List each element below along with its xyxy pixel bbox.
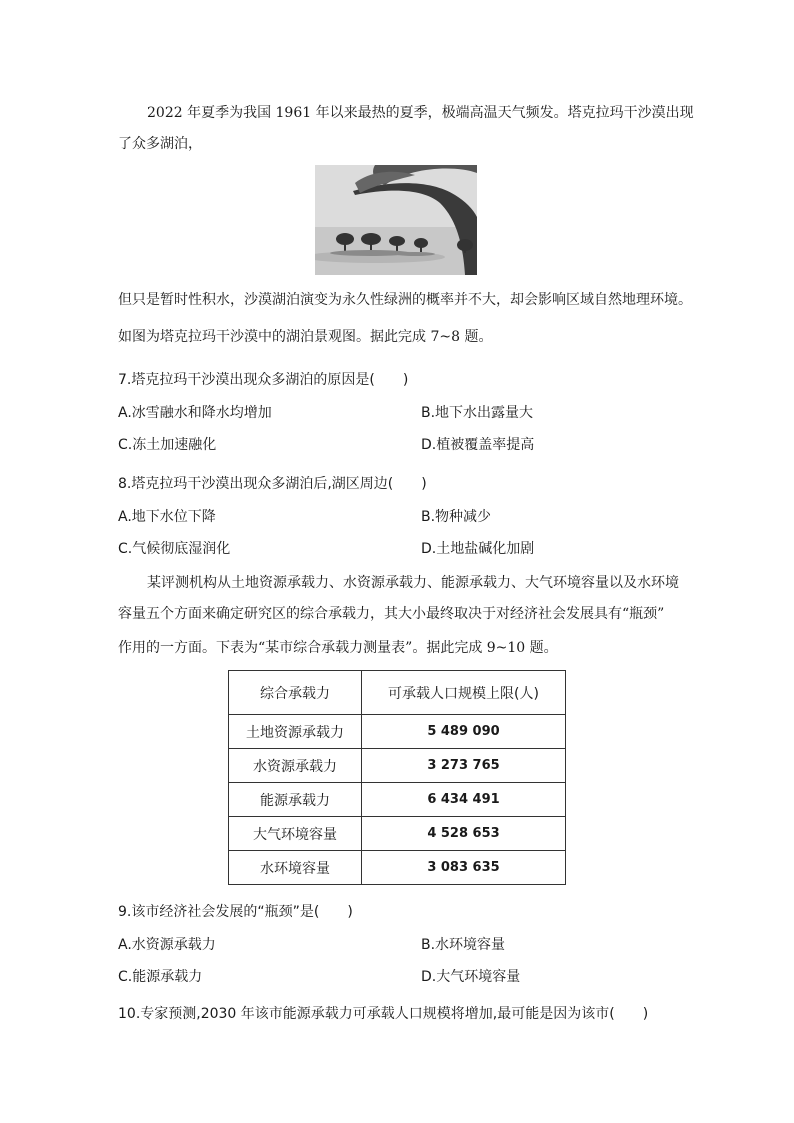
- q9-option-c: C.能源承载力: [118, 969, 203, 985]
- q8-option-d: D.土地盐碱化加剧: [421, 541, 535, 557]
- capacity-table: [228, 670, 566, 885]
- lake-landscape-image: [315, 165, 477, 275]
- q9-option-d: D.大气环境容量: [421, 969, 521, 985]
- table-cell-category: 土地资源承载力: [229, 715, 362, 749]
- q9-option-a: A.水资源承载力: [118, 937, 216, 953]
- table-row: [229, 817, 566, 851]
- table-row: [229, 715, 566, 749]
- q7-option-d: D.植被覆盖率提高: [421, 437, 535, 453]
- question-10-stem: 10.专家预测,2030 年该市能源承载力可承载人口规模将增加,最可能是因为该市( ): [118, 1006, 649, 1022]
- intro2-line3: 作用的一方面。下表为“某市综合承载力测量表”。据此完成 9~10 题。: [118, 640, 558, 656]
- intro1-line4: 如图为塔克拉玛干沙漠中的湖泊景观图。据此完成 7~8 题。: [118, 329, 493, 345]
- table-header-row: [229, 671, 566, 715]
- table-cell-value: 4 528 653: [362, 817, 566, 851]
- q7-option-a: A.冰雪融水和降水均增加: [118, 405, 272, 421]
- table-cell-category: 能源承载力: [229, 783, 362, 817]
- table-row: [229, 749, 566, 783]
- intro1-line3: 但只是暂时性积水，沙漠湖泊演变为永久性绿洲的概率并不大，却会影响区域自然地理环境。: [118, 292, 692, 308]
- question-8-stem: 8.塔克拉玛干沙漠出现众多湖泊后,湖区周边( ): [118, 476, 427, 492]
- table-header-cell: 综合承载力: [229, 671, 362, 715]
- intro2-line2: 容量五个方面来确定研究区的综合承载力，其大小最终取决于对经济社会发展具有“瓶颈”: [118, 606, 665, 622]
- intro1-line2: 了众多湖泊，: [118, 136, 202, 152]
- q7-option-c: C.冻土加速融化: [118, 437, 217, 453]
- intro2-line1: 某评测机构从土地资源承载力、水资源承载力、能源承载力、大气环境容量以及水环境: [147, 575, 679, 591]
- question-9-stem: 9.该市经济社会发展的“瓶颈”是( ): [118, 904, 353, 920]
- q8-option-c: C.气候彻底湿润化: [118, 541, 231, 557]
- table-cell-category: 大气环境容量: [229, 817, 362, 851]
- table-cell-value: 3 083 635: [362, 851, 566, 885]
- desert-lake-photo: [315, 165, 477, 275]
- intro1-line1: 2022 年夏季为我国 1961 年以来最热的夏季，极端高温天气频发。塔克拉玛干沙漠出现: [147, 105, 694, 121]
- table-row: [229, 851, 566, 885]
- question-7-stem: 7.塔克拉玛干沙漠出现众多湖泊的原因是( ): [118, 372, 409, 388]
- q7-option-b: B.地下水出露量大: [421, 405, 534, 421]
- table-cell-value: 3 273 765: [362, 749, 566, 783]
- table-row: [229, 783, 566, 817]
- q8-option-a: A.地下水位下降: [118, 509, 216, 525]
- q8-option-b: B.物种减少: [421, 509, 492, 525]
- table-cell-category: 水环境容量: [229, 851, 362, 885]
- table-cell-value: 5 489 090: [362, 715, 566, 749]
- table-cell-category: 水资源承载力: [229, 749, 362, 783]
- table-cell-value: 6 434 491: [362, 783, 566, 817]
- q9-option-b: B.水环境容量: [421, 937, 506, 953]
- table-header-cell: 可承载人口规模上限(人): [362, 671, 566, 715]
